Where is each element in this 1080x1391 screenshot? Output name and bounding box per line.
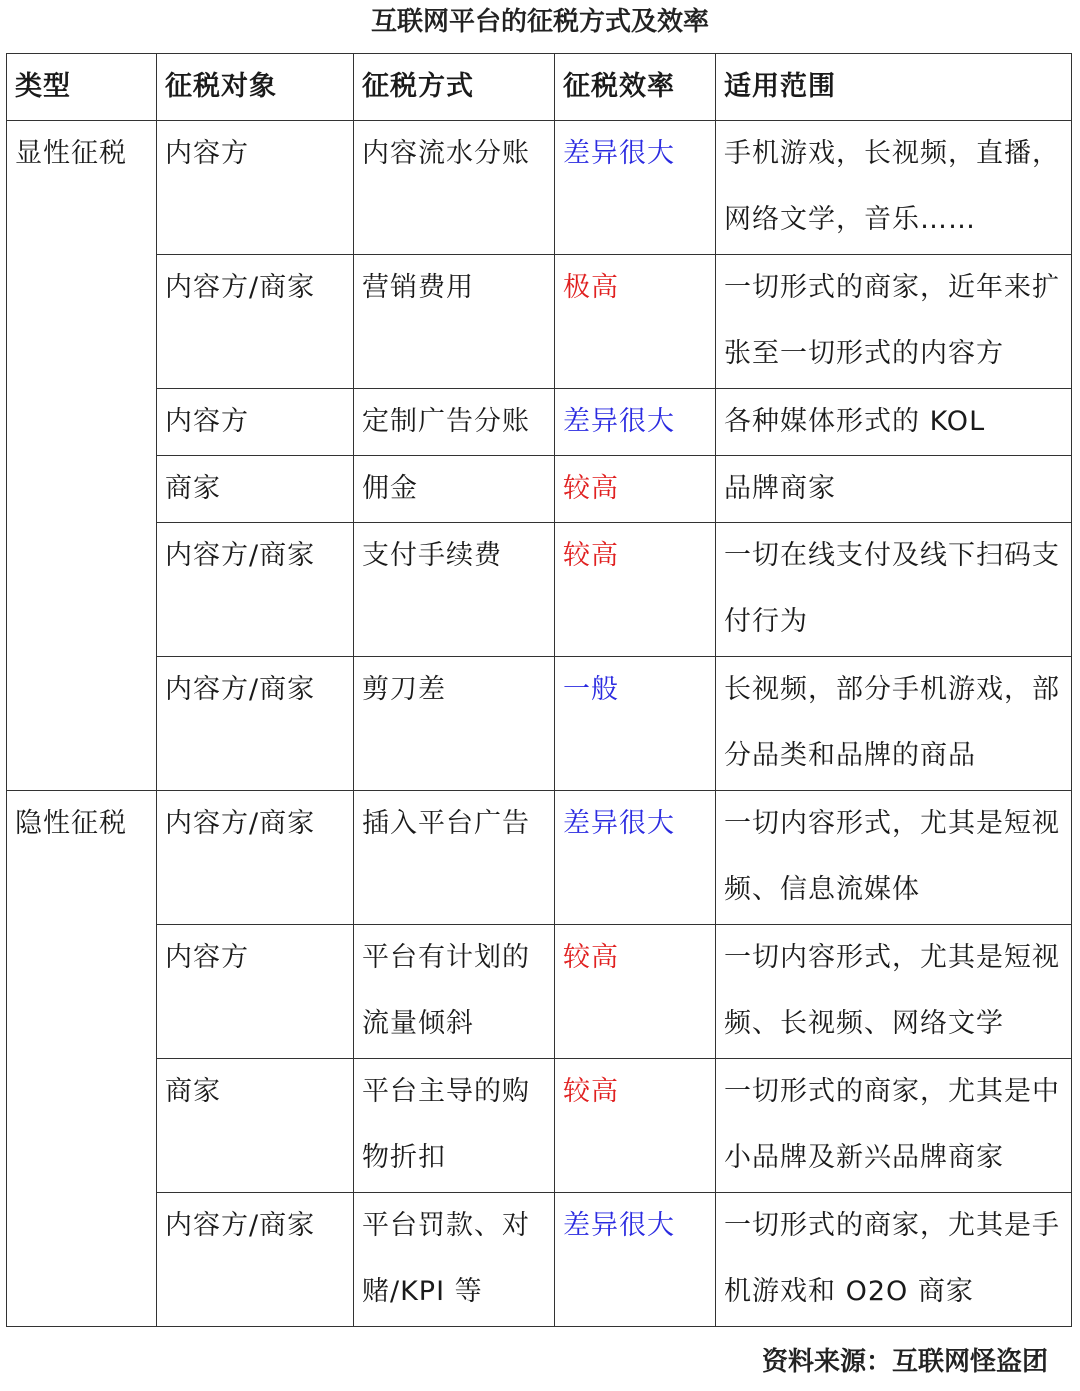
- object-cell: 内容方/商家: [157, 523, 354, 657]
- scope-cell: 手机游戏，长视频，直播，网络文学，音乐……: [716, 121, 1072, 255]
- table-row: [7, 791, 1072, 925]
- table-row: [7, 389, 1072, 456]
- efficiency-cell: 较高: [555, 1059, 716, 1193]
- method-cell: 剪刀差: [354, 657, 555, 791]
- efficiency-cell: 较高: [555, 523, 716, 657]
- method-cell: 营销费用: [354, 255, 555, 389]
- object-cell: 内容方/商家: [157, 791, 354, 925]
- scope-cell: 长视频，部分手机游戏，部分品类和品牌的商品: [716, 657, 1072, 791]
- header-row: [7, 54, 1072, 121]
- table-row: [7, 456, 1072, 523]
- table-row: [7, 121, 1072, 255]
- efficiency-cell: 较高: [555, 925, 716, 1059]
- method-cell: 佣金: [354, 456, 555, 523]
- table-row: [7, 657, 1072, 791]
- header-method: 征税方式: [354, 54, 555, 121]
- table-row: [7, 1193, 1072, 1327]
- header-object: 征税对象: [157, 54, 354, 121]
- object-cell: 商家: [157, 456, 354, 523]
- scope-cell: 一切内容形式，尤其是短视频、长视频、网络文学: [716, 925, 1072, 1059]
- object-cell: 商家: [157, 1059, 354, 1193]
- efficiency-cell: 较高: [555, 456, 716, 523]
- efficiency-cell: 一般: [555, 657, 716, 791]
- method-cell: 平台有计划的流量倾斜: [354, 925, 555, 1059]
- table-row: [7, 925, 1072, 1059]
- method-cell: 平台主导的购物折扣: [354, 1059, 555, 1193]
- table-row: [7, 255, 1072, 389]
- header-scope: 适用范围: [716, 54, 1072, 121]
- header-type: 类型: [7, 54, 157, 121]
- efficiency-cell: 差异很大: [555, 121, 716, 255]
- method-cell: 插入平台广告: [354, 791, 555, 925]
- scope-cell: 一切内容形式，尤其是短视频、信息流媒体: [716, 791, 1072, 925]
- object-cell: 内容方: [157, 121, 354, 255]
- efficiency-cell: 差异很大: [555, 1193, 716, 1327]
- efficiency-cell: 极高: [555, 255, 716, 389]
- object-cell: 内容方/商家: [157, 657, 354, 791]
- method-cell: 平台罚款、对赌/KPI 等: [354, 1193, 555, 1327]
- scope-cell: 一切形式的商家，尤其是手机游戏和 O2O 商家: [716, 1193, 1072, 1327]
- efficiency-cell: 差异很大: [555, 389, 716, 456]
- tax-table: [6, 53, 1072, 1327]
- method-cell: 内容流水分账: [354, 121, 555, 255]
- method-cell: 定制广告分账: [354, 389, 555, 456]
- scope-cell: 各种媒体形式的 KOL: [716, 389, 1072, 456]
- table-row: [7, 523, 1072, 657]
- table-title: 互联网平台的征税方式及效率: [370, 7, 709, 37]
- type-cell: 隐性征税: [7, 791, 157, 1327]
- source-note: 资料来源：互联网怪盗团: [761, 1347, 1048, 1377]
- object-cell: 内容方: [157, 389, 354, 456]
- object-cell: 内容方/商家: [157, 255, 354, 389]
- object-cell: 内容方/商家: [157, 1193, 354, 1327]
- header-efficiency: 征税效率: [555, 54, 716, 121]
- table-row: [7, 1059, 1072, 1193]
- scope-cell: 一切形式的商家，尤其是中小品牌及新兴品牌商家: [716, 1059, 1072, 1193]
- type-cell: 显性征税: [7, 121, 157, 791]
- object-cell: 内容方: [157, 925, 354, 1059]
- scope-cell: 一切形式的商家，近年来扩张至一切形式的内容方: [716, 255, 1072, 389]
- method-cell: 支付手续费: [354, 523, 555, 657]
- scope-cell: 一切在线支付及线下扫码支付行为: [716, 523, 1072, 657]
- efficiency-cell: 差异很大: [555, 791, 716, 925]
- scope-cell: 品牌商家: [716, 456, 1072, 523]
